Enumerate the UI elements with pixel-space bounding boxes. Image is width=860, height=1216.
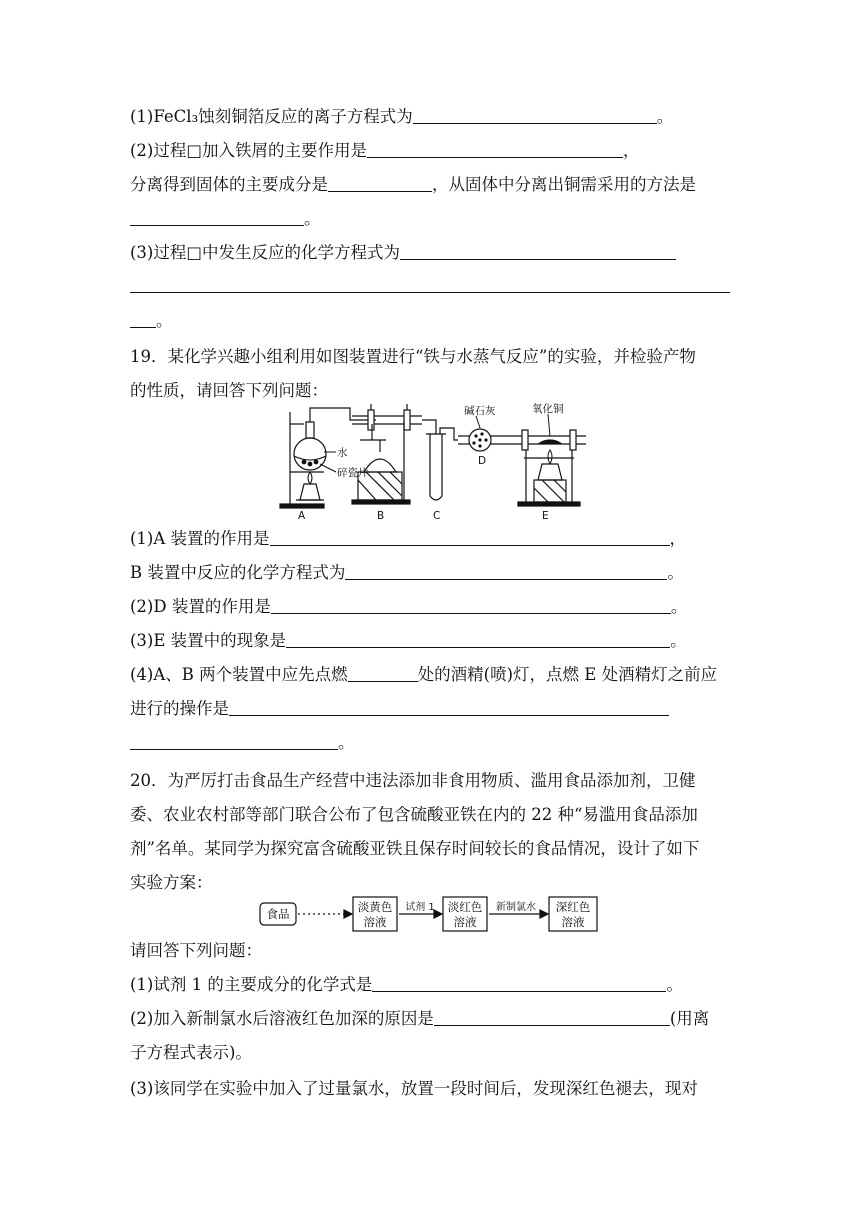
- q19-part4c: 。: [130, 732, 730, 754]
- flow-food: 食品: [266, 907, 290, 921]
- q19-intro-line2: 的性质，请回答下列问题：: [130, 381, 328, 400]
- q20-intro-line2: 委、农业农村部等部门联合公布了包含硫酸亚铁在内的 22 种“易滥用食品添加: [130, 805, 698, 824]
- answer-blank: [348, 665, 418, 682]
- flow-arrow2-label: 新制氯水: [496, 902, 536, 913]
- q20-intro-line3: 剂”名单。某同学为探究富含硫酸亚铁且保存时间较长的食品情况，设计了如下: [130, 839, 700, 858]
- answer-blank: [270, 529, 670, 546]
- answer-blank: [130, 733, 338, 750]
- answer-rule: [130, 292, 730, 293]
- q20-intro-line4: 实验方案：: [130, 873, 213, 892]
- flow-box1-line1: 淡黄色: [357, 900, 393, 914]
- flow-arrow1-label: 试剂 1: [405, 902, 435, 913]
- q20-ask: 请回答下列问题：: [130, 941, 262, 960]
- flow-box2-line2: 溶液: [453, 915, 477, 929]
- answer-blank: [345, 563, 667, 580]
- answer-blank: [286, 631, 670, 648]
- q18-part3: (3)过程□中发生反应的化学方程式为: [130, 242, 730, 264]
- experiment-flowchart: [258, 894, 602, 934]
- answer-blank: [400, 243, 676, 260]
- q18-part2b: 分离得到固体的主要成分是 ，从固体中分离出铜需采用的方法是: [130, 175, 696, 194]
- flow-box1-line2: 溶液: [363, 915, 387, 929]
- answer-blank: [229, 699, 669, 716]
- answer-blank: [130, 311, 156, 328]
- answer-blank: [271, 597, 671, 614]
- q19-part2: (2)D 装置的作用是 。: [130, 597, 688, 616]
- q19-part4: (4)A、B 两个装置中应先点燃 处的酒精(喷)灯，点燃 E 处酒精灯之前应: [130, 665, 718, 684]
- q19-part1: (1)A 装置的作用是 ，: [130, 529, 687, 548]
- label-copper-oxide: 氧化铜: [532, 403, 564, 415]
- q18-part3-end: 。: [130, 310, 730, 332]
- label-d: D: [478, 455, 487, 467]
- q20-part2: (2)加入新制氯水后溶液红色加深的原因是 (用离: [130, 1009, 710, 1028]
- q20-part3: (3)该同学在实验中加入了过量氯水，放置一段时间后，发现深红色褪去，现对: [130, 1079, 698, 1098]
- q19-intro-line1: 19．某化学兴趣小组利用如图装置进行“铁与水蒸气反应”的实验，并检验产物: [130, 347, 696, 366]
- label-b: B: [377, 510, 385, 522]
- label-porcelain-chips: 碎瓷片: [337, 467, 369, 479]
- q18-part2: (2)过程□加入铁屑的主要作用是 ，: [130, 141, 640, 160]
- flow-box2-line1: 淡红色: [447, 900, 483, 914]
- label-a: A: [298, 510, 306, 522]
- q19-part1b: B 装置中反应的化学方程式为 。: [130, 563, 684, 582]
- apparatus-diagram: [276, 400, 592, 522]
- label-water: 水: [337, 447, 348, 459]
- alcohol-lamp-a: [300, 484, 320, 500]
- flow-box3-line2: 溶液: [561, 915, 585, 929]
- q20-intro-line1: 20．为严厉打击食品生产经营中违法添加非食用物质、滥用食品添加剂，卫健: [130, 771, 696, 790]
- copper-oxide-sample: [538, 440, 562, 444]
- q20-part2b: 子方程式表示)。: [130, 1043, 252, 1062]
- q18-part1: (1)FeCl₃蚀刻铜箔反应的离子方程式为 。: [130, 107, 674, 126]
- label-soda-lime: 碱石灰: [464, 405, 496, 417]
- answer-blank: [130, 209, 304, 226]
- answer-blank: [328, 175, 432, 192]
- q18-part2c: 。: [130, 208, 730, 230]
- stand-base-a: [280, 504, 324, 508]
- label-e: E: [542, 510, 549, 522]
- q19-part3: (3)E 装置中的现象是 。: [130, 631, 687, 650]
- answer-blank: [367, 141, 623, 158]
- alcohol-blast-lamp-b: [364, 459, 396, 472]
- answer-blank: [434, 1009, 670, 1026]
- label-c: C: [433, 510, 441, 522]
- answer-blank: [413, 107, 657, 124]
- q19-part4b: 进行的操作是: [130, 698, 730, 720]
- answer-blank: [372, 975, 666, 992]
- q20-part1: (1)试剂 1 的主要成分的化学式是 。: [130, 975, 683, 994]
- flow-box3-line1: 深红色: [555, 900, 591, 914]
- test-tube-c: [430, 434, 442, 500]
- alcohol-lamp-e: [538, 464, 562, 480]
